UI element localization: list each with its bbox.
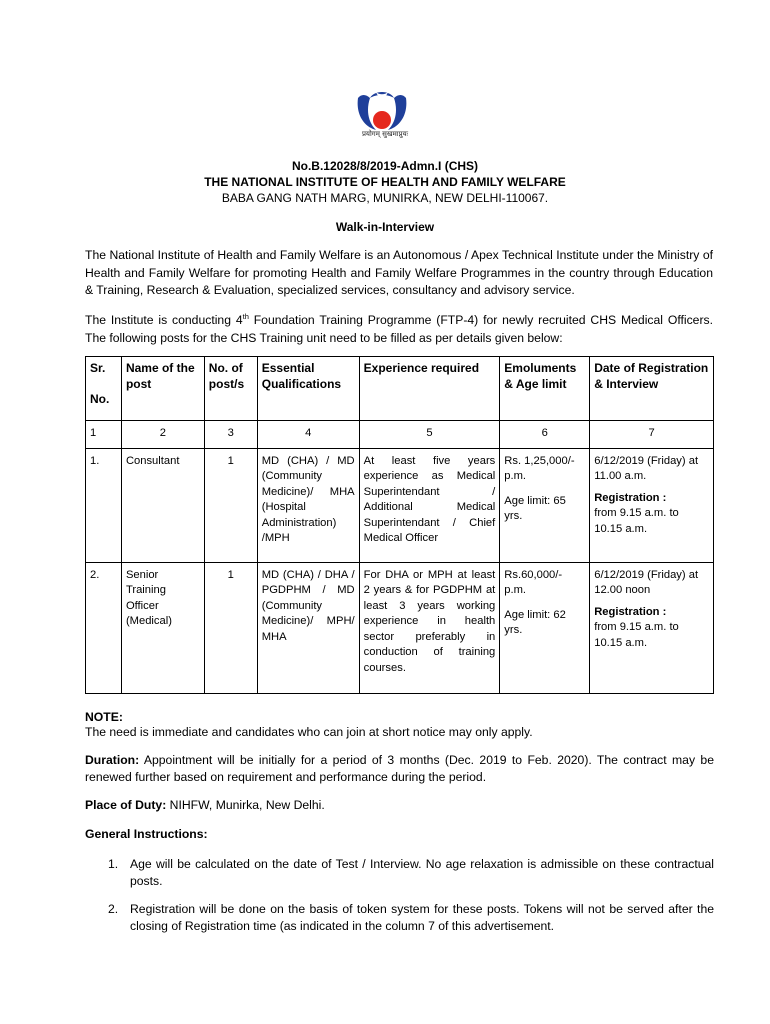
posts-table bbox=[85, 356, 714, 694]
row-qualifications: MD (CHA) / DHA / PGDPHM / MD (Community Medicine)/ MPH/ MHA bbox=[257, 562, 359, 693]
header-qualifications: Essential Qualifications bbox=[257, 357, 359, 421]
column-number: 4 bbox=[257, 421, 359, 449]
row-experience: For DHA or MPH at least 2 years & for PGDPHM at least 3 years working experience in health sector preferably in conduction of training courses. bbox=[359, 562, 500, 693]
row-registration-time: from 9.15 a.m. to 10.15 a.m. bbox=[594, 507, 679, 535]
row-registration-time: from 9.15 a.m. to 10.15 a.m. bbox=[594, 621, 679, 649]
general-instructions-heading: General Instructions: bbox=[85, 827, 208, 841]
row-emoluments bbox=[500, 562, 590, 693]
row-count: 1 bbox=[204, 562, 257, 693]
note-text: The need is immediate and candidates who can join at short notice may only apply. bbox=[85, 725, 533, 739]
page-title: Walk-in-Interview bbox=[335, 220, 435, 234]
row-emoluments bbox=[500, 448, 590, 562]
reference-number: No.B.12028/8/2019-Admn.I (CHS) bbox=[291, 159, 479, 173]
column-number: 3 bbox=[204, 421, 257, 449]
column-number: 5 bbox=[359, 421, 500, 449]
duration-paragraph: Duration: Appointment will be initially for a period of 3 months (Dec. 2019 to Feb. 2020). The contract may be renewed further based on requirement and performance during the period. bbox=[85, 753, 714, 784]
table-header-row bbox=[86, 357, 714, 421]
row-sr: 1. bbox=[86, 448, 122, 562]
header-post-count: No. of post/s bbox=[204, 357, 257, 421]
row-registration-label: Registration : bbox=[594, 491, 667, 504]
header-post-name: Name of the post bbox=[121, 357, 204, 421]
row-qualifications: MD (CHA) / MD (Community Medicine)/ MHA (Hospital Administration) /MPH bbox=[257, 448, 359, 562]
row-interview-date: 6/12/2019 (Friday) at 11.00 a.m. bbox=[594, 454, 699, 482]
row-registration-label: Registration : bbox=[594, 605, 667, 618]
row-count: 1 bbox=[204, 448, 257, 562]
general-instructions-list bbox=[85, 856, 714, 890]
intro-paragraph: The National Institute of Health and Family Welfare is an Autonomous / Apex Technical Institute under the Ministry of Health and Family Welfare for promoting Health and Family Welfare Programmes in the country through Education & Training, Research & Evaluation, specialized services, consultancy and advisory service. bbox=[85, 248, 713, 297]
logo-motto: प्रयोगम् सुखमाप्नुयः bbox=[361, 130, 409, 138]
table-row bbox=[86, 562, 714, 693]
column-number: 2 bbox=[121, 421, 204, 449]
list-item: 1. Age will be calculated on the date of Test / Interview. No age relaxation is admissible on these contractual posts. bbox=[108, 857, 714, 888]
row-post: Senior Training Officer (Medical) bbox=[121, 562, 204, 693]
row-post: Consultant bbox=[121, 448, 204, 562]
header-emoluments: Emoluments & Age limit bbox=[500, 357, 590, 421]
general-instructions-list-2 bbox=[85, 901, 714, 935]
row-date bbox=[590, 448, 714, 562]
row-date bbox=[590, 562, 714, 693]
column-number-row bbox=[86, 421, 714, 449]
table-row bbox=[86, 448, 714, 562]
header-date: Date of Registration & Interview bbox=[590, 357, 714, 421]
header-sr-no: Sr. No. bbox=[86, 357, 122, 421]
column-number: 6 bbox=[500, 421, 590, 449]
note-label: NOTE: bbox=[85, 710, 123, 724]
row-interview-date: 6/12/2019 (Friday) at 12.00 noon bbox=[594, 568, 699, 596]
row-experience: At least five years experience as Medical Superintendant / Additional Medical Superintendant / Chief Medical Officer bbox=[359, 448, 500, 562]
header-experience: Experience required bbox=[359, 357, 500, 421]
institute-name: THE NATIONAL INSTITUTE OF HEALTH AND FAMILY WELFARE bbox=[204, 175, 566, 189]
ftp-paragraph: The Institute is conducting 4th Foundation Training Programme (FTP-4) for newly recruited CHS Medical Officers. The following posts for the CHS Training unit need to be filled as per details given below: bbox=[85, 311, 713, 345]
row-sr: 2. bbox=[86, 562, 122, 693]
column-number: 1 bbox=[86, 421, 122, 449]
row-pay: Rs.60,000/- p.m. bbox=[504, 568, 563, 596]
list-item: 2. Registration will be done on the basis of token system for these posts. Tokens will not be served after the closing of Registration time (as indicated in the column 7 of this advertisement. bbox=[108, 902, 714, 933]
row-age-limit: Age limit: 62 yrs. bbox=[504, 608, 566, 636]
row-pay: Rs. 1,25,000/- p.m. bbox=[504, 454, 575, 482]
institute-address: BABA GANG NATH MARG, MUNIRKA, NEW DELHI-110067. bbox=[221, 191, 549, 205]
place-of-duty: Place of Duty: NIHFW, Munirka, New Delhi. bbox=[85, 798, 325, 812]
column-number: 7 bbox=[590, 421, 714, 449]
row-age-limit: Age limit: 65 yrs. bbox=[504, 494, 566, 522]
